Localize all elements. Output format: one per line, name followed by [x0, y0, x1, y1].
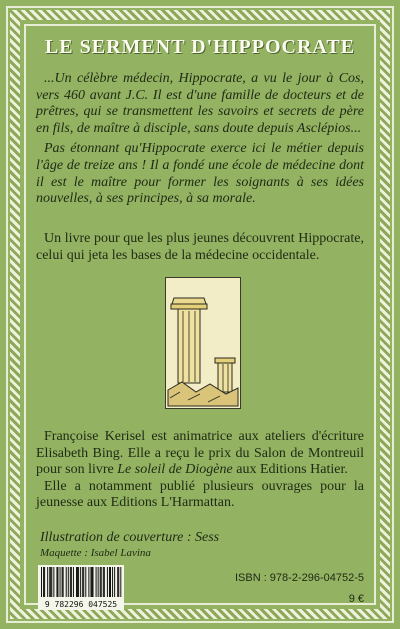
barcode-digits: 9 782296 047525: [44, 600, 118, 609]
barcode-bar: [49, 567, 50, 597]
book-title: LE SERMENT D'HIPPOCRATE: [44, 36, 356, 58]
barcode-bar: [60, 567, 61, 597]
barcode-bar: [50, 567, 51, 597]
barcode-bar: [66, 567, 67, 597]
layout-credit: Maquette : Isabel Lavina: [40, 547, 151, 559]
barcode-bar: [70, 567, 71, 597]
intro-paragraph: Pas étonnant qu'Hippocrate exerce ici le métier depuis l'âge de treize ans ! Il a fondé une école de médecine dont il est le maître pour former les soignants à ses idées nouvelles, à ses principes, à sa morale.: [36, 141, 364, 207]
intro-excerpt: [36, 71, 364, 212]
barcode-bar: [80, 567, 81, 597]
bio-text: Françoise Kerisel est animatrice aux ateliers d'écriture Elisabeth Bing. Elle a reçu le prix du Salon de Montreuil pour son livre: [36, 429, 364, 478]
barcode-bars: [38, 565, 124, 599]
barcode: [38, 565, 124, 610]
barcode-bar: [117, 567, 118, 597]
barcode-bar: [88, 567, 89, 597]
price: 9 €: [348, 593, 364, 605]
book-summary: [36, 231, 364, 264]
barcode-bar: [98, 567, 99, 597]
barcode-bar: [62, 567, 63, 597]
barcode-bar: [63, 567, 64, 597]
barcode-bar: [114, 567, 115, 597]
summary-text: Un livre pour que les plus jeunes découvrent Hippocrate, celui qui jeta les bases de la médecine occidentale.: [36, 231, 364, 263]
barcode-bar: [101, 567, 102, 597]
barcode-bar: [53, 567, 54, 597]
barcode-bar: [112, 567, 113, 597]
column-ruins-illustration: [165, 277, 241, 409]
barcode-bar: [56, 567, 57, 597]
barcode-bar: [43, 567, 44, 597]
barcode-bar: [51, 567, 52, 597]
barcode-bar: [82, 567, 83, 597]
barcode-bar: [68, 567, 69, 597]
barcode-bar: [85, 567, 86, 597]
barcode-bar: [109, 567, 110, 597]
bio-paragraph: Elle a notamment publié plusieurs ouvrages pour la jeunesse aux Editions L'Harmattan.: [36, 478, 364, 511]
barcode-bar: [41, 567, 42, 597]
barcode-bar: [78, 567, 79, 597]
illustration-credit: Illustration de couverture : Sess: [40, 530, 220, 545]
isbn: ISBN : 978-2-296-04752-5: [234, 572, 364, 584]
barcode-bar: [93, 567, 94, 597]
ruins-drawing: [166, 278, 240, 408]
barcode-bar: [77, 567, 78, 597]
bio-book-title: Le soleil de Diogène: [117, 462, 233, 478]
bio-text-end: aux Editions Hatier.: [232, 462, 348, 478]
barcode-bar: [96, 567, 97, 597]
barcode-bar: [57, 567, 58, 597]
barcode-bar: [110, 567, 111, 597]
intro-paragraph: ...Un célèbre médecin, Hippocrate, a vu le jour à Cos, vers 460 avant J.C. Il est d'une famille de docteurs et de prêtres, qui se transmettent les savoirs et secrets de père en fils, de maître à disciple, sans doute depuis Asclépios...: [36, 71, 364, 136]
barcode-bar: [73, 567, 74, 597]
barcode-bar: [103, 567, 104, 597]
bio-paragraph: [36, 429, 364, 479]
barcode-bar: [90, 567, 91, 597]
barcode-bar: [71, 567, 72, 597]
barcode-bar: [44, 567, 45, 597]
barcode-bar: [47, 567, 48, 597]
barcode-bar: [100, 567, 101, 597]
barcode-bar: [91, 567, 92, 597]
barcode-bar: [120, 567, 121, 597]
barcode-bar: [104, 567, 105, 597]
barcode-bar: [107, 567, 108, 597]
author-bio: [36, 429, 364, 512]
barcode-bar: [76, 567, 77, 597]
barcode-bar: [118, 567, 119, 597]
barcode-bar: [83, 567, 84, 597]
